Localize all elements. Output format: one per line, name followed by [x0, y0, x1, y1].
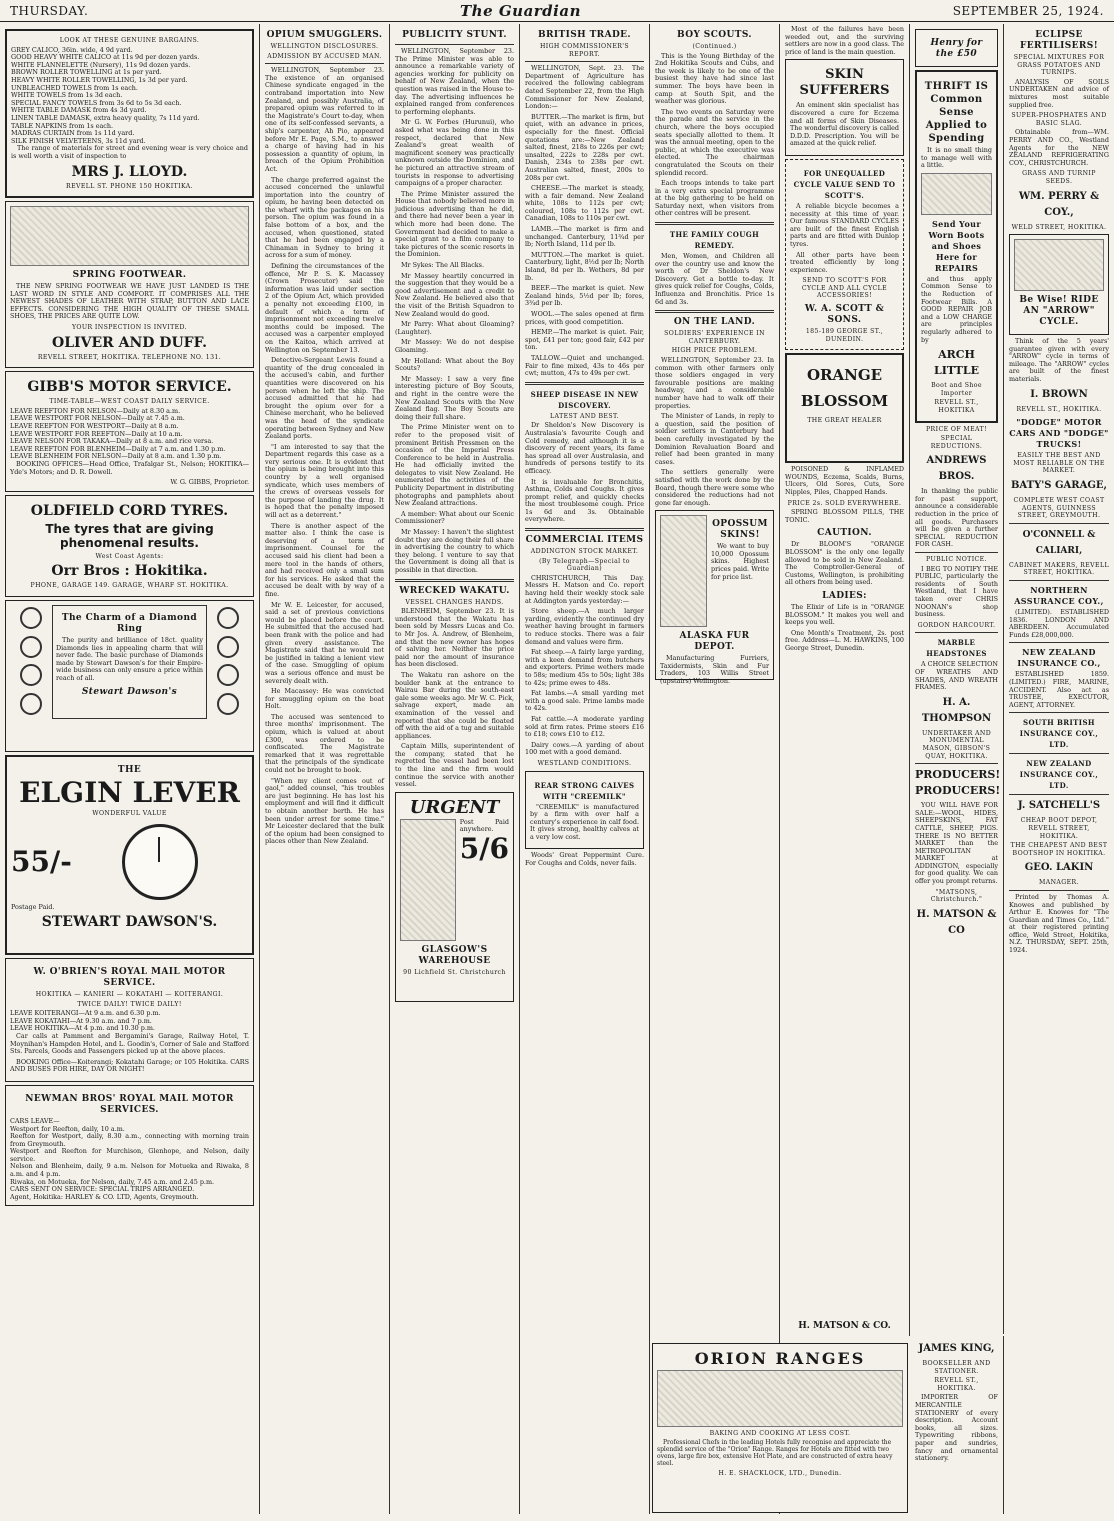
ring-icon [217, 607, 239, 629]
ring-icon [217, 636, 239, 658]
paragraph: LAMB.—The market is firm and unchanged. Canterbury, 11¾d per lb; North Island, 11d per lb. [525, 225, 644, 249]
remedy-title: THE FAMILY COUGH REMEDY. [669, 230, 760, 251]
paragraph: Dr Sheldon's New Discovery is Australasia's favourite Cough and Cold remedy, and although it is a discovery of recent years, its fame has spread all over Australasia, and hundreds of persons testify to its efficacy. [525, 421, 644, 475]
lakin-name: GEO. LAKIN [1024, 862, 1094, 874]
paragraph: Dairy cows.—A yarding of about 100 met with a good demand. [525, 740, 644, 757]
land-subtitle-2: HIGH PRICE PROBLEM. [671, 347, 758, 355]
elgin-price: 55/- [11, 844, 72, 878]
caution-text: Dr BLOOM'S "ORANGE BLOSSOM" is the only one legally allowed to be sold in New Zealand. The Comptroller-General of Customs, Wellington, is prohibiting all others from being used. [785, 540, 904, 587]
oldfield-tyres-ad [5, 495, 254, 597]
arch-little-ad [915, 70, 998, 423]
skin-text: An eminent skin specialist has discovered a cure for Eczema and all forms of Skin Diseases. The wonderful discovery is called D.D.D. Prescription. You will be amazed at the quick relief. [790, 101, 899, 148]
peppermint-note: Woods' Great Peppermint Cure. For Coughs and Colds, never fails. [525, 851, 644, 868]
henry-title: Henry for the £50 [930, 38, 983, 59]
scott-title: FOR UNEQUALLED CYCLE VALUE SEND TO SCOTT'S. [793, 168, 896, 200]
paragraph: WOOL.—The sales opened at firm prices, with good competition. [525, 310, 644, 326]
arrow-title: Be Wise! RIDE AN "ARROW" CYCLE. [1019, 295, 1099, 328]
list-item: BROWN ROLLER TOWELLING at 1s per yard. [11, 68, 162, 77]
james-king-name: JAMES KING, [918, 1343, 995, 1354]
british-trade-title: BRITISH TRADE. [538, 30, 631, 40]
paragraph: The charge preferred against the accused concerned the unlawful importation into the country of opium, he having been detected on the wharf with the packages on his person. The opium was found in a false bottom of a box, and the accused, when questioned, stated that he had been engaged by a Chinaman in Sydney to bring it across for a sum of money. [265, 175, 384, 260]
alaska-text: Manufacturing Furriers, Taxidermists, Skin and Fur Traders, 103 Willis Street (upstairs) Wellington. [660, 654, 769, 686]
list-item: MADRAS CURTAIN from 1s 11d yard. [11, 129, 135, 138]
list-item: Westport and Reefton for Murchison, Glenhope, and Nelson, daily service. [10, 1147, 249, 1163]
oldfield-orr: Orr Bros : Hokitika. [51, 563, 208, 580]
paragraph: MUTTON.—The market is quiet. Canterbury, light, 8½d per lb; North Island, 8d per lb. Wethers, 8d per lb. [525, 250, 644, 282]
orion-subtitle: BAKING AND COOKING AT LESS COST. [709, 1430, 851, 1437]
paragraph: The two events on Saturday were the parade and the service in the church, where the boys occupied seats specially allotted to them. It was the annual meeting, open to the public, at which the executive was elected. The chairman congratulated the Scouts on their splendid record. [655, 107, 774, 177]
list-item: LEAVE HOKITIKA—At 4 p.m. and 10.30 p.m. [10, 1024, 155, 1033]
column-6-7-lower [910, 1336, 1004, 1514]
paragraph: Fat sheep.—A fairly large yarding, with a keen demand from butchers and exporters. Prime wethers made to 58s; medium 45s to 50s; light 38s to 42s; prime ewes to 48s. [525, 648, 644, 687]
list-item: HEAVY WHITE ROLLER TOWELLING, 1s 3d per yard. [11, 75, 188, 84]
disease-title: SHEEP DISEASE IN NEW DISCOVERY. [530, 389, 639, 410]
imprint: Printed by Thomas A. Knowes and published by Arthur E. Knowes for "The Guardian and Times Co., Ltd." at their registered printing office, Weld Street, Hokitika, N.Z. THURSDAY, SEPT. 25th, 1924. [1009, 892, 1109, 955]
paragraph: The Prime Minister assured the House that nobody believed more in judicious advertising than he did, and there had never been a year in which more had been done. The Government had decided to make a special grant to a film company to take pictures of the scenic resorts in the Dominion. [395, 189, 514, 259]
oliver-duff-name: OLIVER AND DUFF. [52, 334, 207, 351]
notice-title: PUBLIC NOTICE. [926, 556, 987, 564]
disease-subtitle: LATEST AND BEST. [550, 412, 619, 420]
producers-title: PRODUCERS! PRODUCERS! [915, 768, 1001, 798]
wakatu-title: WRECKED WAKATU. [399, 585, 510, 596]
list-item: Riwaka, on Motueka, for Nelson, daily, 7.45 a.m. and 2.45 p.m. [10, 1177, 215, 1186]
satchell-subtitle: CHEAP BOOT DEPOT, REVELL STREET, HOKITIKA. [1020, 817, 1098, 840]
newman-title: NEWMAN BROS' ROYAL MAIL MOTOR SERVICES. [25, 1093, 234, 1115]
bargains-note: The range of materials for street and evening wear is very choice and is well worth a visit of inspection to [11, 144, 248, 160]
nzins2-title: NEW ZEALAND INSURANCE COY., LTD. [1019, 759, 1099, 791]
paragraph: HEMP.—The market is quiet. Fair, spot, £41 per ton; good fair, £42 per ton. [525, 328, 644, 352]
meat-subtitle: SPECIAL REDUCTIONS. [930, 435, 983, 450]
blossom-price: PRICE 2s. SOLD EVERYWHERE. [787, 499, 902, 507]
column-5 [650, 24, 780, 1514]
paragraph: Detective-Sergeant Lewis found a quantity of the drug concealed in the accused's cabin, and further quantities were discovered on his person when he left the ship. The accused admitted that he had brought the opium over for a Chinese merchant, who he believed was the head of the syndicate operating between Sydney and New Zealand ports. [265, 356, 384, 441]
matson-mid-banner [780, 1316, 910, 1336]
opossum-illustration [660, 515, 707, 627]
coat-price: 5/6 [459, 832, 509, 866]
masthead-date: SEPTEMBER 25, 1924. [952, 3, 1104, 18]
watch-icon [122, 824, 198, 900]
british-trade-body [525, 65, 644, 378]
obrien-motor-ad [5, 958, 254, 1082]
oliver-duff-ad [5, 201, 254, 368]
paragraph: He Macassey: He was convicted for smuggling opium on the boat Holt. [265, 687, 384, 711]
paragraph: CHEESE.—The market is steady, with a fair demand. New Zealand white, 108s to 112s per cwt; coloured, 108s to 112s per cwt. Canadian, 108s to 110s per cwt. [525, 184, 644, 223]
gibbs-booking: BOOKING OFFICES—Head Office, Trafalgar St., Nelson; HOKITIKA—Yde's Motors; and D. R. Dowell. [10, 460, 249, 476]
alaska-fur-ad [655, 510, 774, 686]
henry-ad [915, 29, 998, 67]
list-item: SPECIAL FANCY TOWELS from 3s 6d to 5s 3d each. [11, 98, 182, 107]
oconnell-name: O'CONNELL & CALIARI, [1022, 529, 1096, 556]
gibbs-motor-ad [5, 371, 254, 492]
skin-title: SKIN SUFFERERS [799, 67, 890, 99]
list-item: LEAVE REEFTON FOR BLENHEIM—Daily at 7 a.m. and 1.30 p.m. [10, 444, 226, 453]
glasgow-name: GLASGOW'S WAREHOUSE [418, 944, 491, 966]
elgin-lever-ad [5, 755, 254, 955]
ring-icon [217, 693, 239, 715]
james-king-address: REVELL ST., HOKITIKA. [934, 1377, 979, 1392]
list-item: WHITE FLANNELETTE (Nursery), 11s 9d dozen yards. [11, 60, 191, 69]
spring-invite: YOUR INSPECTION IS INVITED. [71, 324, 188, 332]
oconnell-subtitle: CABINET MAKERS, REVELL STREET, HOKITIKA. [1009, 561, 1109, 577]
perry-address: WELD STREET, HOKITIKA. [1011, 223, 1107, 231]
wakatu-article-body [395, 608, 514, 789]
opossum-text: We want to buy 10,000 Opossum skins. Highest prices paid. Write for price list. [711, 542, 769, 581]
northern-title: NORTHERN ASSURANCE COY., [1014, 585, 1104, 606]
paragraph: Fat lambs.—A small yarding met with a good sale. Prime lambs made to 42s. [525, 689, 644, 713]
paragraph: Mr Massey: I saw a very fine interesting picture of Boy Scouts, and right in the centre were the New Zealand Scouts with the New Zealand flag. The Boy Scouts are doing their full share. [395, 374, 514, 421]
thompson-name: H. A. THOMPSON [921, 696, 992, 724]
list-item: GOOD HEAVY WHITE CALICO at 11s 9d per dozen yards. [11, 53, 200, 62]
paragraph: The Minister of Lands, in reply to a question, said the position of soldier settlers in Canterbury had been carefully investigated by the Dominion Revaluation Board and relief had been granted in many cases. [655, 412, 774, 466]
matson-address: "MATSONS, Christchurch." [930, 888, 983, 904]
column-6 [780, 24, 910, 1334]
bargains-list [11, 47, 248, 146]
northern-text: (LIMITED). ESTABLISHED 1836. LONDON AND ABERDEEN. Accumulated Funds £28,000,000. [1009, 608, 1109, 639]
elgin-the: THE [117, 764, 142, 775]
dodge-title: "DODGE" MOTOR CARS AND "DODGE" TRUCKS! [1009, 417, 1109, 450]
commercial-body [525, 575, 644, 757]
ring-icon [20, 693, 42, 715]
arch-address: REVELL ST., HOKITIKA [934, 399, 979, 414]
batys-name: BATY'S GARAGE, [1010, 480, 1108, 492]
paragraph: CHRISTCHURCH, This Day. Messrs H. Matson and Co. report having held their weekly stock sale at Addington yards yesterday:— [525, 573, 644, 605]
creemilk-text: "CREEMILK" is manufactured by a firm with over half a century's experience in calf food. It gives strong, healthy calves at a very low cost. [530, 802, 639, 841]
brown-name: I. BROWN [1030, 388, 1088, 400]
boot-illustration [921, 173, 992, 215]
paragraph: "When my client comes out of gaol," added counsel, "his troubles are just beginning. He has lost his employment and will find it difficult to obtain another berth. He has been under arrest for some time." Mr Leicester declared that the bulk of the opium had been consigned to places other than New Zealand. [265, 776, 384, 846]
andrews-name: ANDREWS BROS. [926, 455, 987, 483]
paragraph: Mr Sykes: The All Blacks. [401, 261, 484, 270]
obrien-twice: TWICE DAILY! TWICE DAILY! [77, 1000, 182, 1008]
elgin-title: ELGIN LEVER [19, 775, 240, 809]
newman-timetable [10, 1118, 249, 1202]
eclipse-text: ANALYSIS OF SOILS UNDERTAKEN and advice of mixtures most suitable supplied free. [1009, 77, 1109, 109]
list-item: WHITE TOWELS from 1s 3d each. [11, 91, 123, 100]
lloyd-name: MRS J. LLOYD. [71, 163, 188, 180]
perry-name: WM. PERRY & COY., [1018, 190, 1100, 218]
column-3 [390, 24, 520, 1514]
arch-name: ARCH LITTLE [934, 348, 979, 378]
thrift-text: It is no small thing to manage well with a little. [921, 146, 992, 170]
arch-subtitle: Boot and Shoe Importer [931, 382, 982, 397]
gordon-name: GORDON HARCOURT. [917, 621, 996, 629]
list-item: Westport for Reefton, daily, 10 a.m. [10, 1124, 125, 1133]
dodge-text: EASILY THE BEST AND MOST RELIABLE ON THE MARKET. [1013, 452, 1105, 475]
thompson-subtitle: UNDERTAKER AND MONUMENTAL MASON, GIBSON'S QUAY, HOKITIKA. [921, 729, 992, 760]
spring-footwear-text: THE NEW SPRING FOOTWEAR WE HAVE JUST LANDED IS THE LAST WORD IN STYLE AND COMFORT. IT COMPRISES ALL THE NEWEST SHADES OF LEATHER WITH STRAP, BUTTON AND LACE EFFECTS. CONSIDERING THE HIGH QUALITY OF THESE SMALL SHOES, THE PRICES ARE QUITE LOW. [10, 282, 249, 321]
paragraph: Fat cattle.—A moderate yarding sold at firm rates. Prime steers £16 to £18; cows £10 to £12. [525, 714, 644, 739]
opium-subtitle-2: ADMISSION BY ACCUSED MAN. [267, 52, 382, 60]
super-phosphates: SUPER-PHOSPHATES AND BASIC SLAG. [1011, 112, 1107, 127]
commercial-by: (By Telegraph—Special to Guardian) [539, 557, 630, 573]
lakin-subtitle: MANAGER. [1039, 879, 1079, 887]
opium-title: OPIUM SMUGGLERS. [266, 30, 383, 40]
thrift-title: THRIFT IS Common Sense Applied to Spending [924, 81, 989, 144]
elgin-postage: Postage Paid. [11, 902, 55, 911]
ladies-title: LADIES: [822, 590, 867, 601]
col6-top-text: Most of the failures have been weeded out, and the surviving settlers are now in a good class. The price of land is the main question. [785, 25, 904, 56]
ring-icon [217, 664, 239, 686]
paragraph: The Prime Minister went on to refer to the proposed visit of prominent British Pressmen on the occasion of the Imperial Press Conference to be held in Australia. He had officially invited the delegates to visit New Zealand. He enumerated the activities of the Publicity Department in distributing photographs and pamphlets about New Zealand attractions. [395, 423, 514, 508]
creemilk-ad [525, 771, 644, 850]
meat-title: PRICE OF MEAT! [925, 425, 987, 433]
paragraph: Mr W. E. Leicester, for accused, said a set of previous convictions would be placed before the court. He submitted that the accused had been frank with the police and had given every assistance. The Magistrate said that he would not be justified in taking a lenient view of the case. Smuggling of opium was a serious offence and must be severely dealt with. [265, 600, 384, 685]
producers-text: YOU WILL HAVE FOR SALE:—WOOL, HIDES, SHEEPSKINS, FAT CATTLE, SHEEP, PIGS. THERE IS NO BETTER MARKET than the METROPOLITAN MARKET at ADDINGTON, especially for good quality. We can offer you prompt returns. [915, 801, 998, 886]
blossom-address: One Month's Treatment, 2s. post free. Address—L. M. HAWKINS, 100 George Street, Dunedin. [785, 628, 904, 652]
orion-firm: H. E. SHACKLOCK, LTD., Dunedin. [718, 1470, 842, 1477]
land-title: ON THE LAND. [673, 317, 756, 328]
paragraph: The settlers generally were satisfied with the work done by the Board, though there were some who considered the reductions had not gone far enough. [655, 468, 774, 507]
satchell-text: THE CHEAPEST AND BEST BOOTSHOP IN HOKITIKA. [1010, 842, 1108, 857]
paragraph: Mr Massey heartily concurred in the suggestion that they would be a good advertisement and a credit to New Zealand. He believed also that the visit of the British Squadron to New Zealand would do good. [395, 271, 514, 318]
blossom-title: ORANGE BLOSSOM [800, 366, 889, 411]
paragraph: Mr Massey: I haven't the slightest doubt they are doing their full share in advertising the country to which they belong. I venture to say that the Government is doing all that is possible in that direction. [395, 528, 514, 574]
paragraph: BEEF.—The market is quiet. New Zealand hinds, 5½d per lb; fores, 3¾d per lb. [525, 284, 644, 308]
shoes-illustration [10, 206, 249, 266]
urgent-heading: URGENT [409, 796, 500, 818]
column-2 [260, 24, 390, 1514]
arrow-text: Think of the 5 years' guarantee given with every "ARROW" cycle in terms of mileage. The "ARROW" cycles are built of the finest materials. [1009, 337, 1109, 384]
paragraph: A member: What about our Scenic Commissioner? [395, 509, 514, 526]
list-item: LEAVE NELSON FOR TAKAKA—Daily at 8 a.m. and rice versa. [10, 437, 214, 446]
paragraph: WELLINGTON, September 23. In common with other farmers only those soldiers engaged in very favourable positions are making headway, and a considerable number have had to walk off their properties. [655, 356, 774, 410]
boots-text: and thus apply Common Sense to the Reduction of Footwear Bills. A GOOD REPAIR JOB and a LOW CHARGE are principles regularly adhered to by [921, 274, 992, 344]
south-british-title: SOUTH BRITISH INSURANCE COY., LTD. [1019, 718, 1099, 750]
diamond-panel [52, 605, 207, 719]
paragraph: The accused was sentenced to three months' imprisonment. The opium, which is valued at about £300, was ordered to be confiscated. The Magistrate remarked that it was regrettable that the principals of the syndicate could not be brought to book. [265, 712, 384, 775]
ring-icon [20, 636, 42, 658]
list-item: LINEN TABLE DAMASK, extra heavy quality, 7s 11d yard. [11, 113, 200, 122]
masthead-day: THURSDAY. [10, 3, 89, 18]
commercial-title: COMMERCIAL ITEMS [525, 535, 644, 546]
matson-banner: H. MATSON & CO. [798, 1321, 891, 1331]
masthead-paper-name: The Guardian [460, 1, 581, 20]
oliver-duff-address: REVELL STREET, HOKITIKA. TELEPHONE NO. 131. [37, 353, 222, 361]
oldfield-title: OLDFIELD CORD TYRES. [30, 502, 229, 519]
brown-address: REVELL ST., HOKITIKA. [1016, 405, 1102, 413]
coat-illustration [400, 819, 456, 941]
batys-address: COMPLETE WEST COAST AGENTS, GUINNESS STREET, GREYMOUTH. [1013, 497, 1105, 520]
glasgow-address: 90 Lichfield St. Christchurch [403, 968, 506, 976]
paragraph: WELLINGTON, September 23. The existence of an organised Chinese syndicate engaged in the contraband importation into New Zealand, and possibly Australia, of prepared opium was referred to in the Magistrate's Court to-day, when one of its self-confessed servants, a ship's carpenter, Ah Pio, appeared before Mr E. Page, S.M., to answer a charge of having had in his possession a quantity of opium, in breach of the Opium Prohibition Act. [265, 66, 384, 173]
andrews-text: In thanking the public for past support, announce a considerable reduction in the price of all goods. Purchasers will be given a further SPECIAL REDUCTION FOR CASH. [915, 487, 998, 549]
list-item: UNBLEACHED TOWELS from 1s each. [11, 83, 138, 92]
lloyd-bargains-ad [5, 29, 254, 198]
paragraph: Defining the circumstances of the offence, Mr P. S. K. Macassey (Crown Prosecutor) said the information was laid under section 2 of the Opium Act, which provided a penalty not exceeding £100, in default of which a term of imprisonment not exceeding twelve months could be imposed. The accused was a carpenter employed on the Kaitoa, which arrived at Wellington on September 13. [265, 262, 384, 354]
disease-body [525, 422, 644, 524]
gibbs-proprietor: W. G. GIBBS, Proprietor. [170, 478, 249, 487]
column-8 [1004, 24, 1114, 1514]
paragraph: WELLINGTON, Sept. 23. The Department of Agriculture has received the following cablegram dated September 22, from the High Commissioner for New Zealand, London:— [525, 64, 644, 111]
diamond-text: The purity and brilliance of 18ct. quality Diamonds lies in appealing charm that will never fade. The basic purchase of Diamonds made by Stewart Dawson's for their Empire-wide business can only ensure a price within reach of all. [56, 635, 203, 682]
caution-title: CAUTION. [817, 528, 872, 539]
paragraph: It is invaluable for Bronchitis, Asthma, Colds and Coughs. It gives prompt relief, and quickly checks the most troublesome cough. Price 1s 6d and 3s. Obtainable everywhere. [525, 477, 644, 524]
gibbs-subtitle: TIME-TABLE—WEST COAST DAILY SERVICE. [49, 398, 210, 406]
list-item: WHITE TABLE DAMASK from 4s 3d yard. [11, 106, 147, 115]
ring-icon [20, 607, 42, 629]
list-item: Reefton for Westport, daily, 8.30 a.m., connecting with morning train from Greymouth. [10, 1132, 249, 1148]
land-subtitle: SOLDIERS' EXPERIENCE IN CANTERBURY. [664, 330, 765, 345]
scott-text: A reliable bicycle becomes a necessity at this time of year. Our famous STANDARD CYCLES are built of the finest English parts and are fitted with Dunlop tyres. [790, 201, 899, 248]
paragraph: WELLINGTON, September 23. The Prime Minister was able to announce a remarkable variety of agencies working for publicity on behalf of New Zealand, when the question was raised in the House to-day. The advertising influences he explained ranged from conferences to performing elephants. [395, 47, 514, 116]
coat-post-note: Post Paid anywhere. [459, 817, 509, 834]
list-item: Nelson and Blenheim, daily, 9 a.m. Nelson for Motueka and Riwaka, 8 a.m. and 4 p.m. [10, 1162, 249, 1179]
bargains-title: LOOK AT THESE GENUINE BARGAINS. [59, 37, 200, 44]
paragraph: Store sheep.—A much larger yarding, evidently the continued dry weather having brought in farmers to reduce stocks. There was a fair demand and values were firm. [525, 607, 644, 646]
list-item: CARS LEAVE— [10, 1116, 60, 1125]
westland-conditions: WESTLAND CONDITIONS. [537, 759, 632, 767]
oldfield-address: PHONE, GARAGE 149. GARAGE, WHARF ST. HOKITIKA. [30, 582, 229, 590]
ring-icon [20, 664, 42, 686]
list-item: CARS SENT ON SERVICE: SPECIAL TRIPS ARRANGED. [10, 1185, 195, 1194]
scouts-body [655, 53, 774, 218]
nzins-title: NEW ZEALAND INSURANCE CO., [1017, 647, 1101, 669]
list-item: LEAVE WESTPORT FOR REEFTON—Daily at 10 a.m. [10, 429, 183, 438]
list-item: Agent, Hokitika: HARLEY & CO. LTD, Agents, Greymouth. [10, 1192, 199, 1201]
list-item: LEAVE KOKATAHI—At 9.30 a.m. and 7 p.m. [10, 1016, 152, 1025]
paragraph: BLENHEIM, September 23. It is understood that the Wakatu has been sold by Messrs Lucas and Co. to Mr Jos. A. Andrew, of Blenheim, and that the new owner has hopes of salving her. Neither the price paid nor the amount of insurance has been disclosed. [395, 607, 514, 669]
lloyd-address: REVELL ST. PHONE 150 HOKITIKA. [66, 182, 193, 190]
satchell-name: J. SATCHELL'S [1017, 800, 1101, 812]
grass-seeds: GRASS AND TURNIP SEEDS. [1022, 170, 1096, 185]
paragraph: Mr Holland: What about the Boy Scouts? [395, 356, 514, 373]
blossom-subtitle: THE GREAT HEALER [807, 417, 882, 425]
scott-address: 185-189 GEORGE ST., DUNEDIN. [805, 328, 884, 343]
obrien-title: W. O'BRIEN'S ROYAL MAIL MOTOR SERVICE. [33, 966, 226, 988]
obrien-note: Car calls at Pamment and Bergamini's Garage, Railway Hotel, T. Moynihan's Hampden Hotel, and L. Goodin's, Corner of Sale and Stafford Sts. Parcels, Goods and Passengers picked up at the above places. [10, 1031, 249, 1056]
opium-article-body [265, 67, 384, 846]
column-4 [520, 24, 650, 1514]
obrien-timetable [10, 1010, 249, 1033]
oldfield-agents: West Coast Agents: [95, 552, 164, 560]
creemilk-title: REAR STRONG CALVES WITH "CREEMILK" [534, 780, 635, 801]
james-king-subtitle: BOOKSELLER AND STATIONER. [922, 1360, 991, 1375]
scott-send: SEND TO SCOTT'S FOR CYCLE AND ALL CYCLE ACCESSORIES! [801, 277, 888, 300]
paragraph: Mr G. W. Forbes (Hurunui), who asked what was being done in this respect, declared that New Zealand's great wealth of magnificent scenery was practically unknown outside the Dominion, and he pictured an attractive stream of tourists in response to advertising campaigns of a proper character. [395, 118, 514, 188]
paragraph: Mr Massey: We do not despise Gloaming. [395, 338, 514, 354]
list-item: LEAVE REEFTON FOR NELSON—Daily at 8.30 a.m. [10, 406, 181, 415]
scott-parts: All other parts have been treated efficiently by long experience. [790, 250, 899, 274]
eclipse-title: ECLIPSE FERTILISERS! [1019, 30, 1099, 51]
arrow-cycle-ad [1009, 234, 1109, 335]
marble-title: MARBLE HEADSTONES [926, 638, 987, 659]
column-7 [910, 24, 1004, 1334]
gibbs-title: GIBB'S MOTOR SERVICE. [27, 379, 232, 396]
list-item: LEAVE BLENHEIM FOR NELSON—Daily at 8 a.m. and 1.30 p.m. [10, 452, 222, 461]
ladies-text: The Elixir of Life is in "ORANGE BLOSSOM." It makes you well and keeps you well. [785, 602, 904, 627]
remedy-text: Men, Women, and Children all over the country use and know the worth of Dr Sheldon's New Discovery. Get a bottle to-day. It gives quick relief for Coughs, Colds, Influenza and Bronchitis. Price 1s 6d and 3s. [655, 252, 774, 306]
orange-blossom-ad [785, 353, 904, 463]
list-item: LEAVE REEFTON FOR WESTPORT—Daily at 8 a.m. [10, 422, 179, 431]
scouts-subtitle: (Continued.) [692, 43, 737, 50]
commercial-subtitle: ADDINGTON STOCK MARKET. [530, 548, 639, 556]
opossum-title: OPOSSUM SKINS! [712, 519, 768, 541]
obrien-office: BOOKING Office—Koiterangi; Kokatahi Garage; or 105 Hokitika. CARS AND BUSES FOR HIRE, DAY OR NIGHT! [10, 1057, 249, 1074]
notice-text: I BEG TO NOTIFY THE PUBLIC, particularly the residents of South Westland, that I have taken over CHRIS NOONAN's shop business. [915, 564, 998, 619]
owl-illustration [1014, 239, 1104, 291]
blossom-text: POISONED & INFLAMED WOUNDS, Eczema, Scalds, Burns, Ulcers, Old Sores, Cuts, Sore Nipples, Piles, Chapped Hands. [785, 465, 904, 497]
spring-footwear-title: SPRING FOOTWEAR. [72, 270, 187, 281]
land-body [655, 357, 774, 507]
scotts-cycle-ad [785, 159, 904, 350]
eclipse-agents: Obtainable from—WM. PERRY AND CO., Westland Agents for the NEW ZEALAND REFRIGERATING COY., CHRISTCHURCH. [1009, 128, 1109, 167]
list-item: SILK FINISH VELVETEENS, 3s 11d yard. [11, 136, 146, 145]
boots-title: Send Your Worn Boots and Shoes Here for REPAIRS [928, 218, 985, 273]
paragraph: Each troops intends to take part in a very extra special programme at the big gathering to be held on Saturday next, when visitors from other centres will be present. [655, 179, 774, 218]
paragraph: "I am interested to say that the Department regards this case as a very serious one. It is evident that the opium is being brought into this country by a well organised syndicate, which uses members of the crews of overseas vessels for the purpose of landing the drug. It is hoped that the penalty imposed will act as a deterrent." [265, 442, 384, 520]
elgin-subtitle: WONDERFUL VALUE [92, 809, 167, 817]
scouts-title: BOY SCOUTS. [677, 30, 752, 40]
list-item: LEAVE KOITERANGI—At 9 a.m. and 6.30 p.m. [10, 1009, 161, 1018]
diamond-title: The Charm of a Diamond Ring [61, 612, 198, 634]
skin-sufferers-ad [785, 59, 904, 156]
alaska-title: ALASKA FUR DEPOT. [679, 631, 750, 653]
diamond-ring-ad [5, 600, 254, 752]
eclipse-subtitle: SPECIAL MIXTURES FOR GRASS POTATOES AND TURNIPS. [1013, 54, 1105, 77]
ring-column-right [207, 605, 249, 719]
paragraph: TALLOW.—Quiet and unchanged. Fair to fine mixed, 43s to 46s per cwt; mutton, 47s to 49s per cwt. [525, 353, 644, 378]
paragraph: Mr Parry: What about Gloaming? (Laughter). [395, 320, 514, 336]
diamond-firm: Stewart Dawson's [81, 686, 178, 697]
publicity-title: PUBLICITY STUNT. [402, 30, 507, 40]
matson-firm: H. MATSON & CO [916, 908, 997, 936]
james-king-text: IMPORTER OF MERCANTILE STATIONERY of every description. Account books, all sizes. Typewriting ribbons, paper and sundries, fancy and ornamental stationery. [915, 1393, 998, 1463]
gibbs-timetable [10, 408, 249, 461]
scott-name: W. A. SCOTT & SONS. [804, 304, 885, 326]
paragraph: BUTTER.—The market is firm, but quiet, with an advance in prices, especially for the finest. Official quotations are:—New Zealand salted, finest, 218s to 226s per cwt; unsalted, 222s to 228s per cwt. Danish, 234s to 238s per cwt. Australian salted, finest, 200s to 208s per cwt. [525, 112, 644, 182]
marble-text: A CHOICE SELECTION OF WREATHS AND SHADES, AND WREATH FRAMES. [915, 660, 998, 692]
orion-title: ORION RANGES [694, 1349, 866, 1368]
glasgow-coat-ad [395, 792, 514, 1002]
list-item: TABLE NAPKINS from 1s each. [11, 121, 114, 130]
paragraph: The Wakatu ran ashore on the boulder bank at the entrance to Wairau Bar during the south-east gale some weeks ago. Mr W. C. Pick, salvage expert, made an examination of the vessel and reported that she could be floated off with the aid of a tug and suitable appliances. [395, 670, 514, 740]
obrien-route: HOKITIKA — KANIERI — KOKATAHI — KOITERANGI. [35, 990, 224, 998]
newman-motor-ad [5, 1085, 254, 1207]
nzins-text: ESTABLISHED 1859. (LIMITED.) FIRE, MARINE, ACCIDENT. Also act as TRUSTEE, EXECUTOR, AGENT, ATTORNEY. [1009, 670, 1109, 709]
range-illustration [657, 1370, 903, 1427]
orion-ranges-ad [652, 1343, 908, 1513]
list-item: LEAVE WESTPORT FOR NELSON—Daily at 7.45 a.m. [10, 414, 185, 423]
elgin-firm: STEWART DAWSON'S. [41, 914, 218, 931]
wakatu-subtitle: VESSEL CHANGES HANDS. [405, 598, 504, 606]
paragraph: This is the Young Birthday of the 2nd Hokitika Scouts and Cubs, and the week is likely to be one of the busiest they have had since last summer. The boys have been in camp at South Spit, and the weather was glorious. [655, 51, 774, 106]
orion-text: Professional Chefs in the leading Hotels fully recognise and appreciate the splendid service of the "Orion" Range. Ranges for Hotels are fitted with two ovens, large fire box, extensive Hot Plate, and are constructed of extra heavy steel. [657, 1439, 893, 1467]
masthead [0, 0, 1114, 22]
column-1 [0, 24, 260, 1514]
oldfield-slogan: The tyres that are giving phenomenal results. [45, 521, 214, 550]
opium-subtitle-1: WELLINGTON DISCLOSURES. [270, 43, 379, 50]
paragraph: There is another aspect of the matter also. I think the case is deserving of a term of imprisonment. Counsel for the accused said his client had been a mere tool in the hands of others, and had received only a small sum for his services. He asked that the accused be dealt with by way of a fine. [265, 521, 384, 598]
list-item: GREY CALICO, 36in. wide, 4 9d yard. [11, 45, 133, 54]
british-trade-subtitle: HIGH COMMISSIONER'S REPORT. [539, 43, 630, 58]
paragraph: Captain Mills, superintendent of the company, stated that he regretted the vessel had been lost to the line and the firm would continue the service with another vessel. [395, 742, 514, 789]
spring-pills: SPRING BLOSSOM PILLS, THE TONIC. [785, 508, 904, 524]
publicity-article-body [395, 48, 514, 575]
ring-column-left [10, 605, 52, 719]
